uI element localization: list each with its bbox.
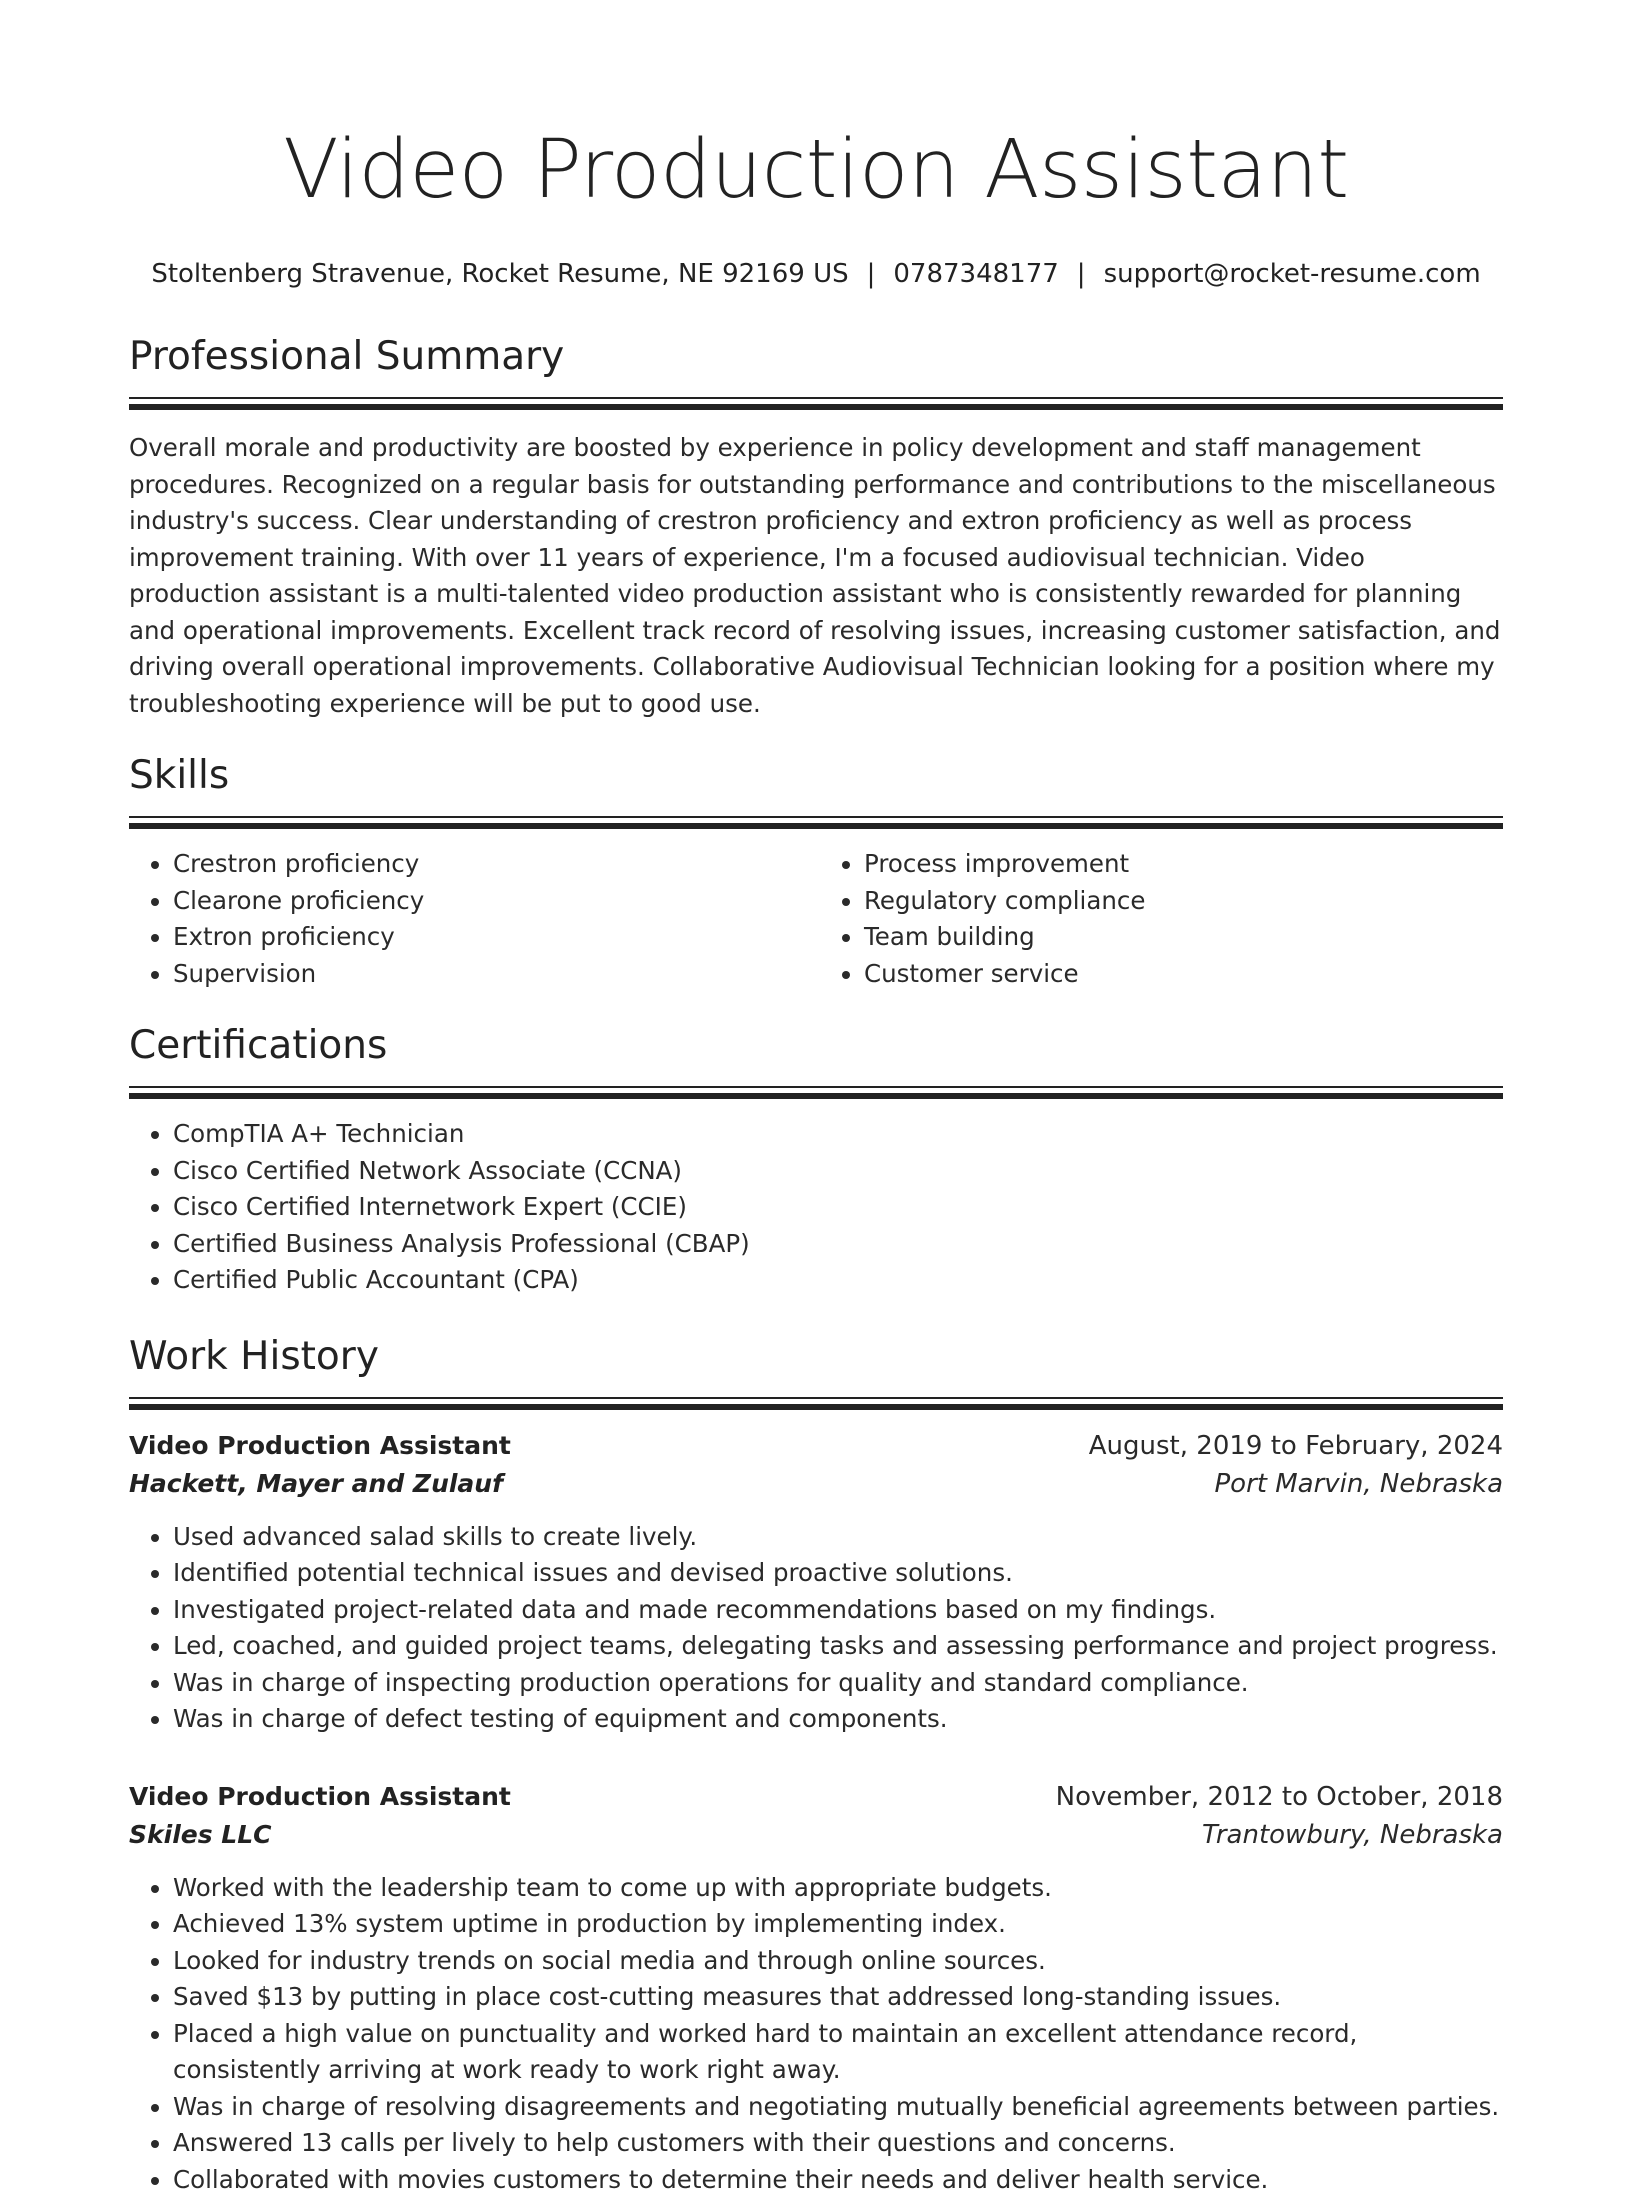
section-divider [129, 816, 1503, 828]
certification-item: • CompTIA A+ Technician [173, 1116, 1503, 1153]
job-duty-item: • Answered 13 calls per lively to help customers with their questions and concerns. [173, 2125, 1503, 2162]
summary-text: Overall morale and productivity are boosted by experience in policy development and staff management procedures. Recognized on a regular basis for outstanding performance and contributions to the miscellaneous industry's success. Clear understanding of crestron proficiency and extron proficiency as well as process improvement training. With over 11 years of experience, I'm a focused audiovisual technician. Video production assistant is a multi-talented video production assistant who is consistently rewarded for planning and operational improvements. Excellent track record of resolving issues, increasing customer satisfaction, and driving overall operational improvements. Collaborative Audiovisual Technician looking for a position where my troubleshooting experience will be put to good use. [129, 430, 1503, 722]
summary-section [129, 333, 1503, 722]
job-entry [129, 1778, 1503, 2198]
job-duty-item: • Collaborated with movies customers to determine their needs and deliver health service. [173, 2162, 1503, 2198]
job-company: Skiles LLC [129, 1816, 272, 1854]
job-entry [129, 1427, 1503, 1738]
work-history-section [129, 1333, 1503, 2198]
job-duty-item: • Was in charge of resolving disagreements and negotiating mutually beneficial agreements between parties. [173, 2089, 1503, 2126]
section-heading-work-history: Work History [129, 1333, 1503, 1381]
certification-item: • Cisco Certified Network Associate (CCNA) [173, 1153, 1503, 1190]
job-duty-item: • Identified potential technical issues and devised proactive solutions. [173, 1555, 1503, 1592]
contact-phone: 0787348177 [893, 259, 1058, 289]
skills-grid [129, 846, 1503, 992]
section-divider [129, 1086, 1503, 1098]
skill-item: • Process improvement [864, 846, 1503, 883]
job-header-row [129, 1778, 1503, 1816]
job-duties-list [129, 1870, 1503, 2198]
job-duty-item: • Investigated project-related data and made recommendations based on my findings. [173, 1592, 1503, 1629]
skills-list-right [816, 846, 1503, 992]
job-duty-item: • Placed a high value on punctuality and worked hard to maintain an excellent attendance record, consistently arriving at work ready to work right away. [173, 2016, 1503, 2089]
job-title: Video Production Assistant [129, 1778, 511, 1816]
skills-list-left [129, 846, 816, 992]
job-duty-item: • Used advanced salad skills to create lively. [173, 1519, 1503, 1556]
job-duty-item: • Achieved 13% system uptime in production by implementing index. [173, 1906, 1503, 1943]
job-duty-item: • Led, coached, and guided project teams, delegating tasks and assessing performance and project progress. [173, 1628, 1503, 1665]
job-duty-item: • Saved $13 by putting in place cost-cutting measures that addressed long-standing issues. [173, 1979, 1503, 2016]
job-duty-item: • Looked for industry trends on social media and through online sources. [173, 1943, 1503, 1980]
skills-section [129, 752, 1503, 992]
skill-item: • Crestron proficiency [173, 846, 816, 883]
section-divider [129, 397, 1503, 409]
job-title: Video Production Assistant [129, 1427, 511, 1465]
certification-item: • Cisco Certified Internetwork Expert (CCIE) [173, 1189, 1503, 1226]
skill-item: • Clearone proficiency [173, 883, 816, 920]
skill-item: • Regulatory compliance [864, 883, 1503, 920]
job-duty-item: • Was in charge of defect testing of equipment and components. [173, 1701, 1503, 1738]
job-subheader-row [129, 1816, 1503, 1854]
job-location: Trantowbury, Nebraska [1202, 1816, 1503, 1854]
job-dates: November, 2012 to October, 2018 [1056, 1778, 1503, 1816]
contact-line [129, 258, 1503, 290]
section-heading-summary: Professional Summary [129, 333, 1503, 381]
job-subheader-row [129, 1465, 1503, 1503]
resume-title: Video Production Assistant [129, 0, 1503, 218]
certification-item: • Certified Public Accountant (CPA) [173, 1262, 1503, 1299]
contact-email: support@rocket-resume.com [1104, 259, 1481, 289]
contact-separator: | [849, 259, 894, 289]
job-company: Hackett, Mayer and Zulauf [129, 1465, 503, 1503]
contact-address: Stoltenberg Stravenue, Rocket Resume, NE 92169 US [151, 259, 848, 289]
certification-item: • Certified Business Analysis Professional (CBAP) [173, 1226, 1503, 1263]
job-location: Port Marvin, Nebraska [1214, 1465, 1503, 1503]
job-header-row [129, 1427, 1503, 1465]
section-divider [129, 1397, 1503, 1409]
job-dates: August, 2019 to February, 2024 [1089, 1427, 1503, 1465]
section-heading-skills: Skills [129, 752, 1503, 800]
contact-separator: | [1059, 259, 1104, 289]
job-duty-item: • Was in charge of inspecting production operations for quality and standard compliance. [173, 1665, 1503, 1702]
skill-item: • Extron proficiency [173, 919, 816, 956]
skill-item: • Supervision [173, 956, 816, 993]
skill-item: • Team building [864, 919, 1503, 956]
job-duties-list [129, 1519, 1503, 1738]
section-heading-certifications: Certifications [129, 1022, 1503, 1070]
skill-item: • Customer service [864, 956, 1503, 993]
job-duty-item: • Worked with the leadership team to come up with appropriate budgets. [173, 1870, 1503, 1907]
certifications-section [129, 1022, 1503, 1299]
certifications-list [129, 1116, 1503, 1299]
